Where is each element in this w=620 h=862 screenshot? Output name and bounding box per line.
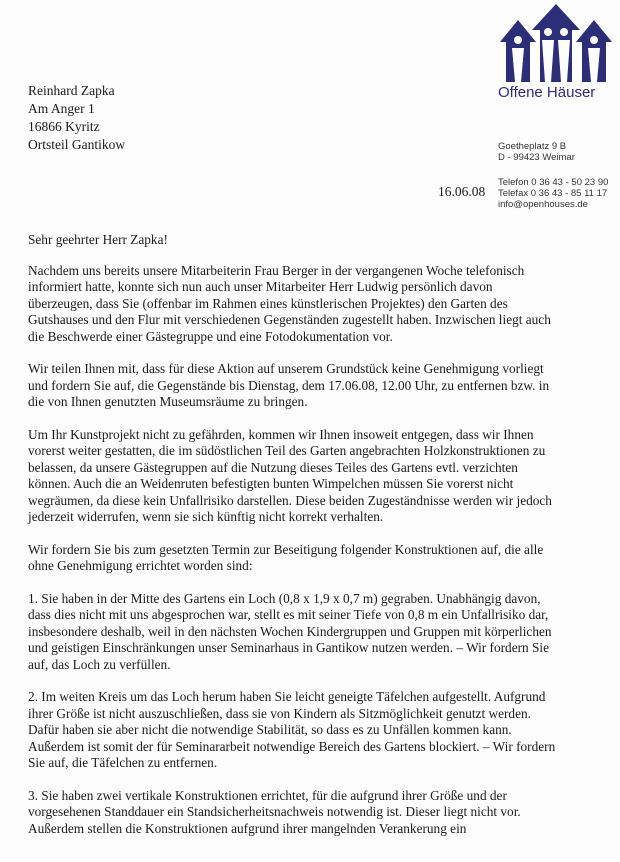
contact-email: info@openhouses.de (498, 199, 588, 210)
letter-date: 16.06.08 (438, 184, 486, 199)
paragraph: Wir fordern Sie bis zum gesetzten Termin zur Beseitigung folgender Konstruktionen auf, die alle ohne Genehmigung errichtet worden sind: (28, 541, 544, 573)
sender-name: Reinhard Zapka (28, 83, 115, 98)
paragraph: 1. Sie haben in der Mitte des Gartens ein Loch (0,8 x 1,9 x 0,7 m) gegraben. Unabhängig davon, dass dies nicht mit uns abgesprochen war, stellt es mit seiner Tiefe von 0,8 m ein Unfallrisiko dar, insbesondere deshalb, weil in den nächsten Wochen Kindergruppen und Gruppen mit körperlichen und geistigen Einschränkungen unser Seminarhaus in Gantikow nutzen werden. – Wir fordern Sie auf, das Loch zu verfüllen. (28, 590, 552, 672)
paragraph: Nachdem uns bereits unsere Mitarbeiterin Frau Berger in der vergangenen Woche telefonisch informiert hatte, konnte sich nun auch unser Mitarbeiter Herr Ludwig persönlich davon überzeugen, dass Sie (offenbar im Rahmen eines künstlerischen Projektes) den Garten des Gutshauses und den Flur mit verschiedenen Gegenständen zugestellt haben. Inzwischen liegt auch die Beschwerde einer Gästegruppe und eine Fotodokumentation vor. (28, 262, 551, 344)
salutation: Sehr geehrter Herr Zapka! (28, 232, 168, 247)
paragraph: 2. Im weiten Kreis um das Loch herum haben Sie leicht geneigte Täfelchen aufgestellt. Aufgrund ihrer Größe ist nicht auszuschließen, dass sie von Kindern als Sitzmöglichkeit genutzt werden. Dafür haben sie aber nicht die notwendige Stabilität, so dass es zu Unfällen kommen kann. Außerdem ist somit der für Seminararbeit notwendige Bereich des Gartens blockiert. – Wir fordern Sie auf, die Täfelchen zu entfernen. (28, 689, 556, 770)
org-logo (498, 2, 616, 101)
contact-phone: Telefon 0 36 43 - 50 23 90 (498, 177, 609, 188)
contact-city: D - 99423 Weimar (498, 152, 575, 163)
contact-fax: Telefax 0 36 43 - 85 11 17 (498, 188, 608, 199)
letter-body (28, 232, 558, 853)
houses-logo-icon (498, 2, 614, 82)
sender-city: 16866 Kyritz (28, 119, 100, 134)
sender-street: Am Anger 1 (28, 101, 95, 116)
sender-address (28, 82, 125, 154)
paragraph: Wir teilen Ihnen mit, dass für diese Aktion auf unserem Grundstück keine Genehmigung vorliegt und fordern Sie auf, die Gegenstände bis Dienstag, dem 17.06.08, 12.00 Uhr, zu entfernen bzw. in die von Ihnen genutzten Museumsräume zu bringen. (28, 361, 550, 409)
contact-street: Goetheplatz 9 B (498, 141, 567, 152)
sender-district: Ortsteil Gantikow (28, 137, 126, 152)
paragraph: Um Ihr Kunstprojekt nicht zu gefährden, kommen wir Ihnen insoweit entgegen, dass wir Ihnen vorerst weiter gestatten, die im südöstlichen Teil des Garten angebrachten Holzkonstruktionen zu belassen, da unsere Gästegruppen auf die Nutzung dieses Teiles des Gartens evtl. verzichten können. Auch die an Weidenruten befestigten bunten Wimpelchen müssen Sie vorerst nicht wegräumen, da diese kein Unfallrisiko darstellen. Diese beiden Zugeständnisse werden wir jedoch jederzeit widerrufen, wenn sie sich künftig nicht korrekt verhalten. (28, 426, 552, 524)
contact-block (498, 141, 608, 210)
org-name: Offene Häuser (498, 84, 596, 101)
paragraph: 3. Sie haben zwei vertikale Konstruktionen errichtet, für die aufgrund ihrer Größe und der vorgesehenen Standdauer ein Standsicherheitsnachweis notwendig ist. Dieser liegt nicht vor. Außerdem stellen die Konstruktionen aufgrund ihrer mangelnden Verankerung ein (28, 787, 521, 836)
